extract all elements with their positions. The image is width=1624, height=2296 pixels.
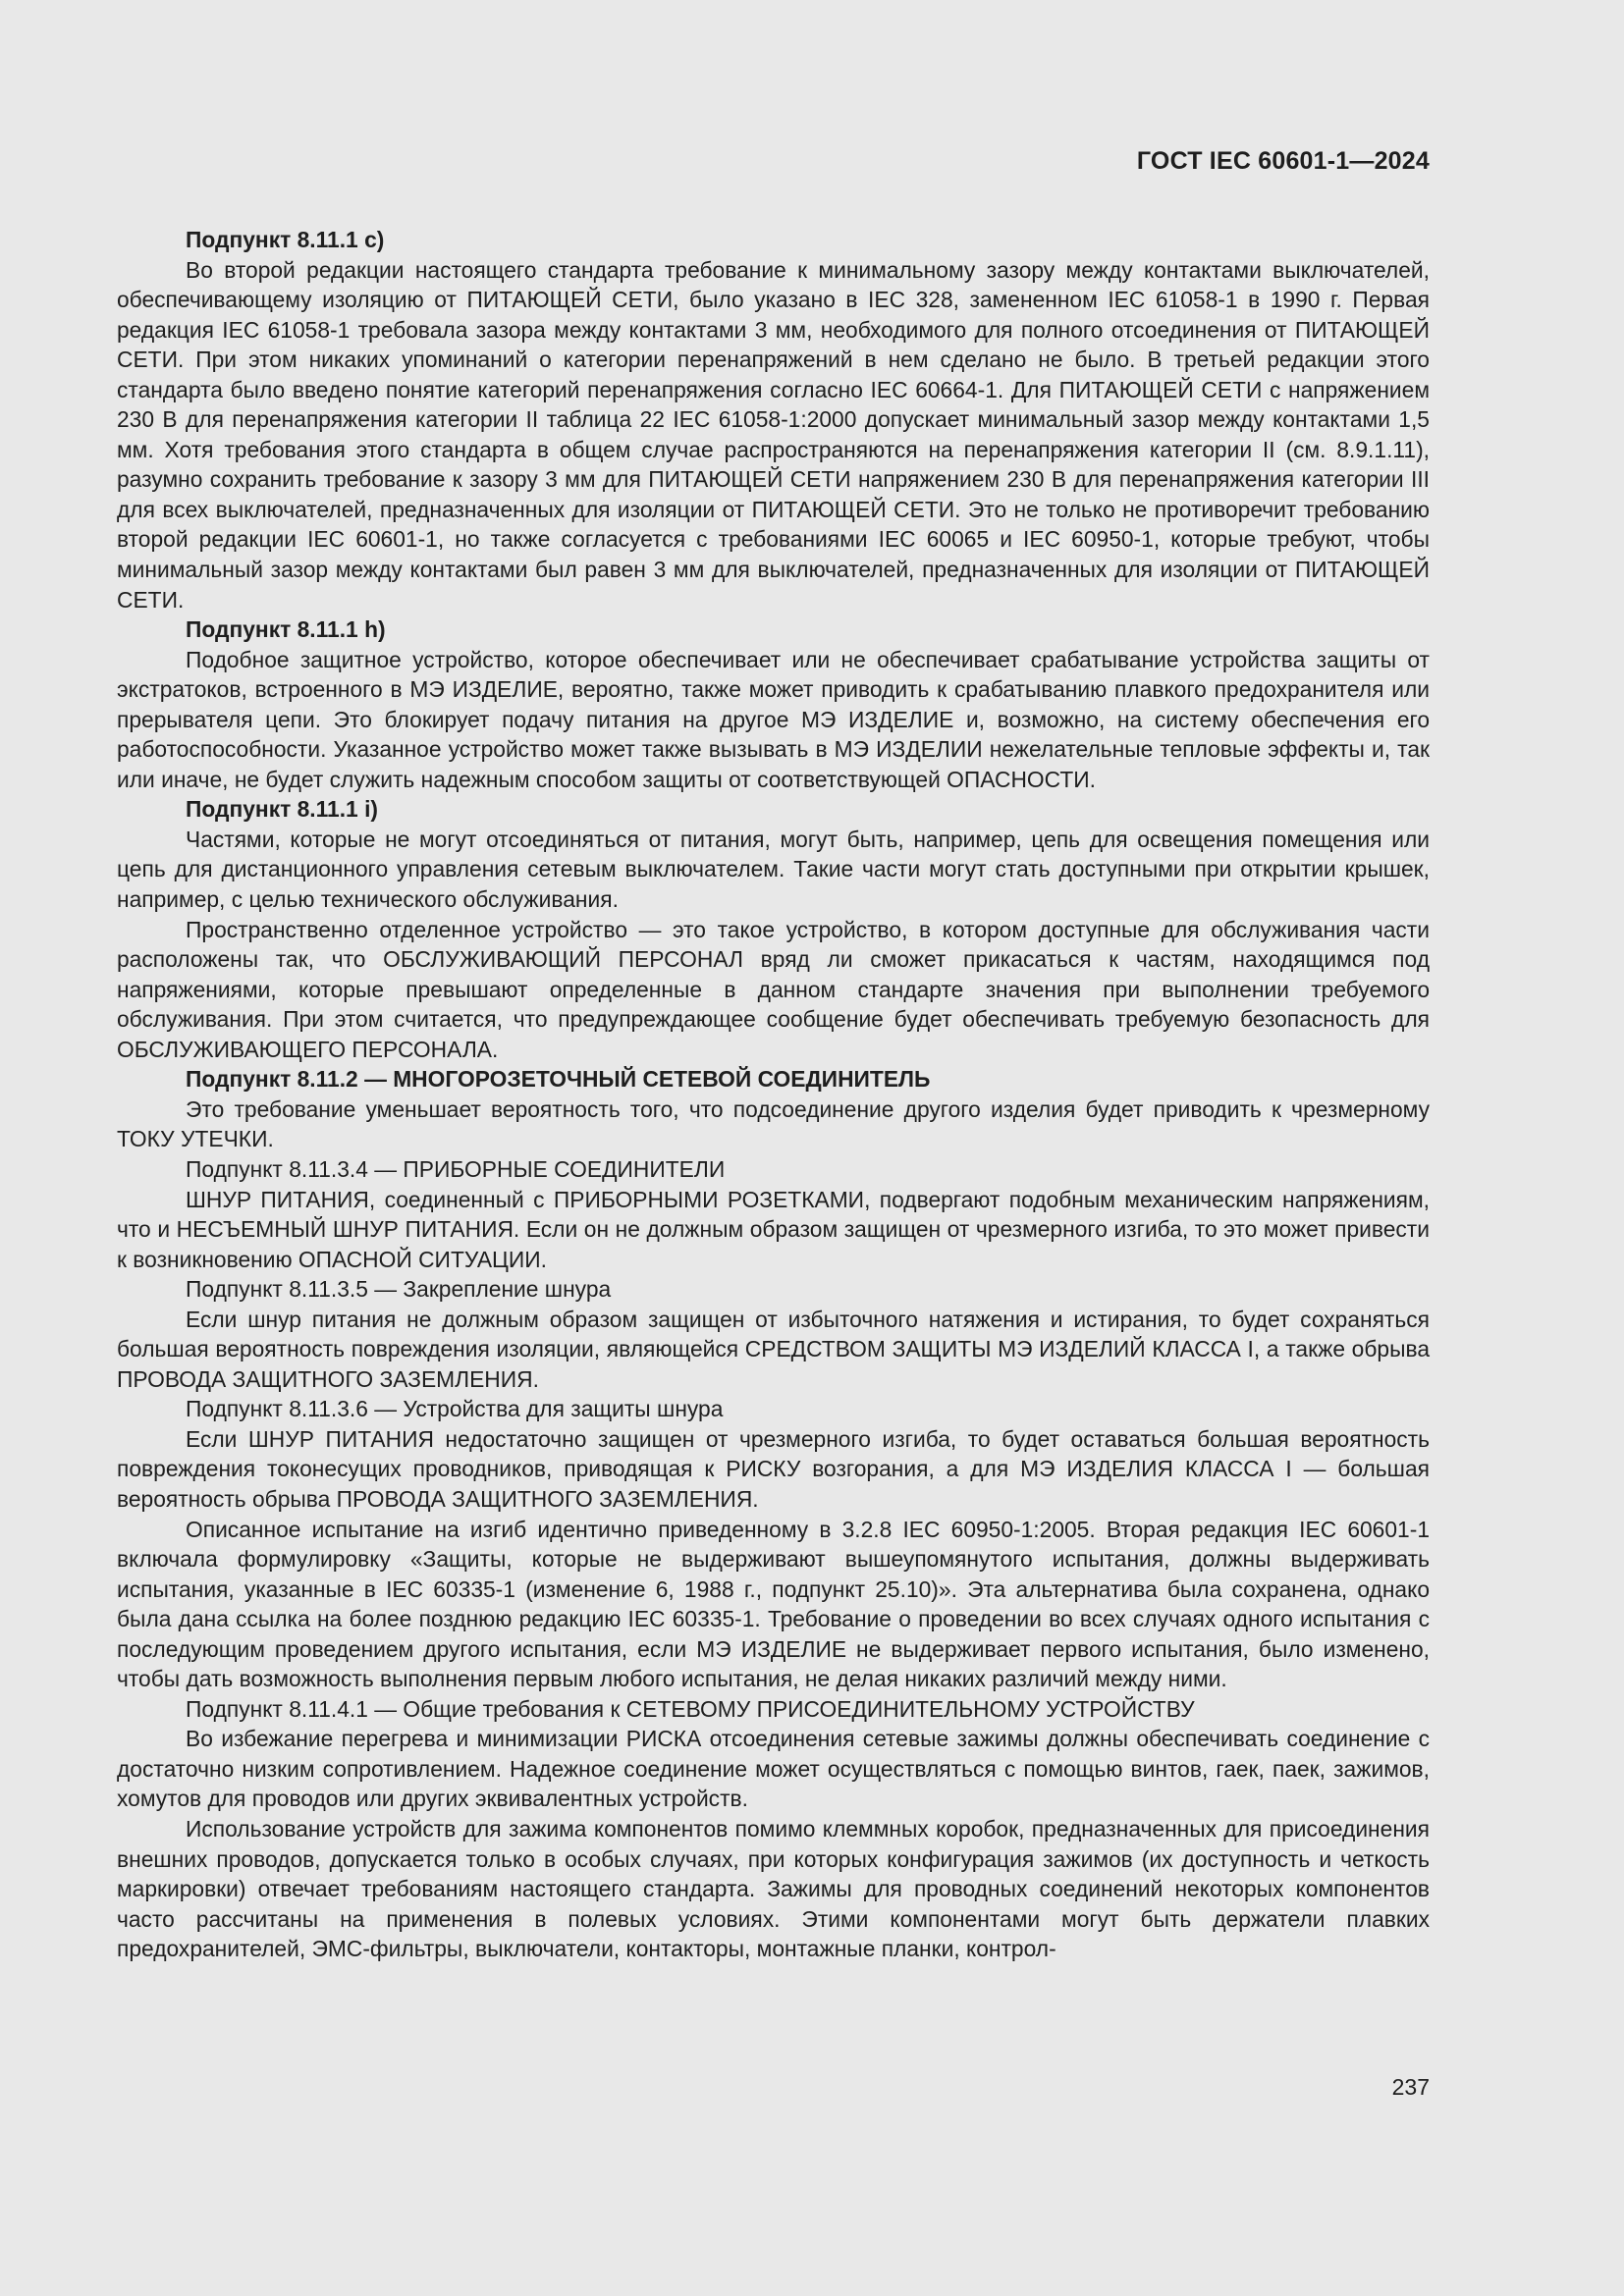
body-paragraph: Во второй редакции настоящего стандарта требование к минимальному зазору между контактами выключателей, обеспечивающему изоляцию от ПИТАЮЩЕЙ СЕТИ, было указано в IEC 328, замененном IEC 61058-1 в 1990 г. Первая редакция IEC 61058-1 требовала зазора между контактами 3 мм, необходимого для полного отсоединения от ПИТАЮЩЕЙ СЕТИ. При этом никаких упоминаний о категории перенапряжений в нем сделано не было. В третьей редакции этого стандарта было введено понятие категорий перенапряжения согласно IEC 60664-1. Для ПИТАЮЩЕЙ СЕТИ с напряжением 230 В для перенапряжения категории II таблица 22 IEC 61058-1:2000 допускает минимальный зазор между контактами 1,5 мм. Хотя требования этого стандарта в общем случае распространяются на перенапряжения категории II (см. 8.9.1.11), разумно сохранить требование к зазору 3 мм для ПИТАЮЩЕЙ СЕТИ напряжением 230 В для перенапряжения категории III для всех выключателей, предназначенных для изоляции от ПИТАЮЩЕЙ СЕТИ. Это не только не противоречит требованию второй редакции IEC 60601-1, но также согласуется с требованиями IEC 60065 и IEC 60950-1, которые требуют, чтобы минимальный зазор между контактами был равен 3 мм для выключателей, предназначенных для изоляции от ПИТАЮЩЕЙ СЕТИ.	[117, 256, 1430, 613]
subclause-heading: Подпункт 8.11.3.4 — ПРИБОРНЫЕ СОЕДИНИТЕЛИ	[186, 1155, 726, 1182]
body-paragraph: Подобное защитное устройство, которое обеспечивает или не обеспечивает срабатывание устройства защиты от экстратоков, встроенного в МЭ ИЗДЕЛИЕ, вероятно, также может приводить к срабатыванию плавкого предохранителя или прерывателя цепи. Это блокирует подачу питания на другое МЭ ИЗДЕЛИЕ и, возможно, на систему обеспечения его работоспособности. Указанное устройство может также вызывать в МЭ ИЗДЕЛИИ нежелательные тепловые эффекты и, так или иначе, не будет служить надежным способом защиты от соответствующей ОПАСНОСТИ.	[117, 646, 1430, 792]
body-paragraph: ШНУР ПИТАНИЯ, соединенный с ПРИБОРНЫМИ РОЗЕТКАМИ, подвергают подобным механическим напряжениям, что и НЕСЪЕМНЫЙ ШНУР ПИТАНИЯ. Если он не должным образом защищен от чрезмерного изгиба, то это может привести к возникновению ОПАСНОЙ СИТУАЦИИ.	[117, 1186, 1430, 1272]
subclause-heading: Подпункт 8.11.1 i)	[186, 796, 378, 823]
body-paragraph: Если ШНУР ПИТАНИЯ недостаточно защищен от чрезмерного изгиба, то будет оставаться большая вероятность повреждения токонесущих проводников, приводящая к РИСКУ возгорания, а для МЭ ИЗДЕЛИЯ КЛАССА I — большая вероятность обрыва ПРОВОДА ЗАЩИТНОГО ЗАЗЕМЛЕНИЯ.	[117, 1425, 1430, 1512]
subclause-heading: Подпункт 8.11.4.1 — Общие требования к СЕТЕВОМУ ПРИСОЕДИНИТЕЛЬНОМУ УСТРОЙСТВУ	[186, 1695, 1195, 1722]
subclause-heading: Подпункт 8.11.1 c)	[186, 227, 385, 252]
document-header: ГОСТ IEC 60601-1—2024	[1136, 147, 1430, 175]
subclause-heading: Подпункт 8.11.3.6 — Устройства для защиты шнура	[186, 1396, 724, 1422]
subclause-heading: Подпункт 8.11.2 — МНОГОРОЗЕТОЧНЫЙ СЕТЕВОЙ СОЕДИНИТЕЛЬ	[186, 1066, 931, 1093]
document-body	[117, 225, 1430, 1964]
body-paragraph: Частями, которые не могут отсоединяться от питания, могут быть, например, цепь для освещения помещения или цепь для дистанционного управления сетевым выключателем. Такие части могут стать доступными при открытии крышек, например, с целью технического обслуживания.	[117, 826, 1430, 913]
body-paragraph: Если шнур питания не должным образом защищен от избыточного натяжения и истирания, то будет сохраняться большая вероятность повреждения изоляции, являющейся СРЕДСТВОМ ЗАЩИТЫ МЭ ИЗДЕЛИЙ КЛАССА I, а также обрыва ПРОВОДА ЗАЩИТНОГО ЗАЗЕМЛЕНИЯ.	[117, 1306, 1430, 1392]
body-paragraph: Описанное испытание на изгиб идентично приведенному в 3.2.8 IEC 60950-1:2005. Вторая редакция IEC 60601-1 включала формулировку «Защиты, которые не выдерживают вышеупомянутого испытания, должны выдерживать испытания, указанные в IEC 60335-1 (изменение 6, 1988 г., подпункт 25.10)». Эта альтернатива была сохранена, однако была дана ссылка на более позднюю редакцию IEC 60335-1. Требование о проведении во всех случаях одного испытания с последующим проведением другого испытания, если МЭ ИЗДЕЛИЕ не выдерживает первого испытания, было изменено, чтобы дать возможность выполнения первым любого испытания, не делая никаких различий между ними.	[117, 1516, 1430, 1692]
body-paragraph: Во избежание перегрева и минимизации РИСКА отсоединения сетевые зажимы должны обеспечивать соединение с достаточно низким сопротивлением. Надежное соединение может осуществляться с помощью винтов, гаек, паек, зажимов, хомутов для проводов или других эквивалентных устройств.	[117, 1726, 1430, 1812]
body-paragraph: Это требование уменьшает вероятность того, что подсоединение другого изделия будет приводить к чрезмерному ТОКУ УТЕЧКИ.	[117, 1095, 1430, 1152]
body-paragraph: Пространственно отделенное устройство — это такое устройство, в котором доступные для обслуживания части расположены так, что ОБСЛУЖИВАЮЩИЙ ПЕРСОНАЛ вряд ли сможет прикасаться к частям, находящимся под напряжениями, которые превышают определенные в данном стандарте значения при выполнении требуемого обслуживания. При этом считается, что предупреждающее сообщение будет обеспечивать требуемую безопасность для ОБСЛУЖИВАЮЩЕГО ПЕРСОНАЛА.	[117, 916, 1430, 1062]
subclause-heading: Подпункт 8.11.1 h)	[186, 616, 386, 643]
body-paragraph: Использование устройств для зажима компонентов помимо клеммных коробок, предназначенных для присоединения внешних проводов, допускается только в особых случаях, при которых конфигурация зажимов (их доступность и четкость маркировки) отвечает требованиям настоящего стандарта. Зажимы для проводных соединений некоторых компонентов часто рассчитаны на применения в полевых условиях. Этими компонентами могут быть держатели плавких предохранителей, ЭМС-фильтры, выключатели, контакторы, монтажные планки, контрол-	[117, 1815, 1430, 1962]
subclause-heading: Подпункт 8.11.3.5 — Закрепление шнура	[186, 1276, 612, 1303]
page-number: 237	[1391, 2074, 1430, 2100]
